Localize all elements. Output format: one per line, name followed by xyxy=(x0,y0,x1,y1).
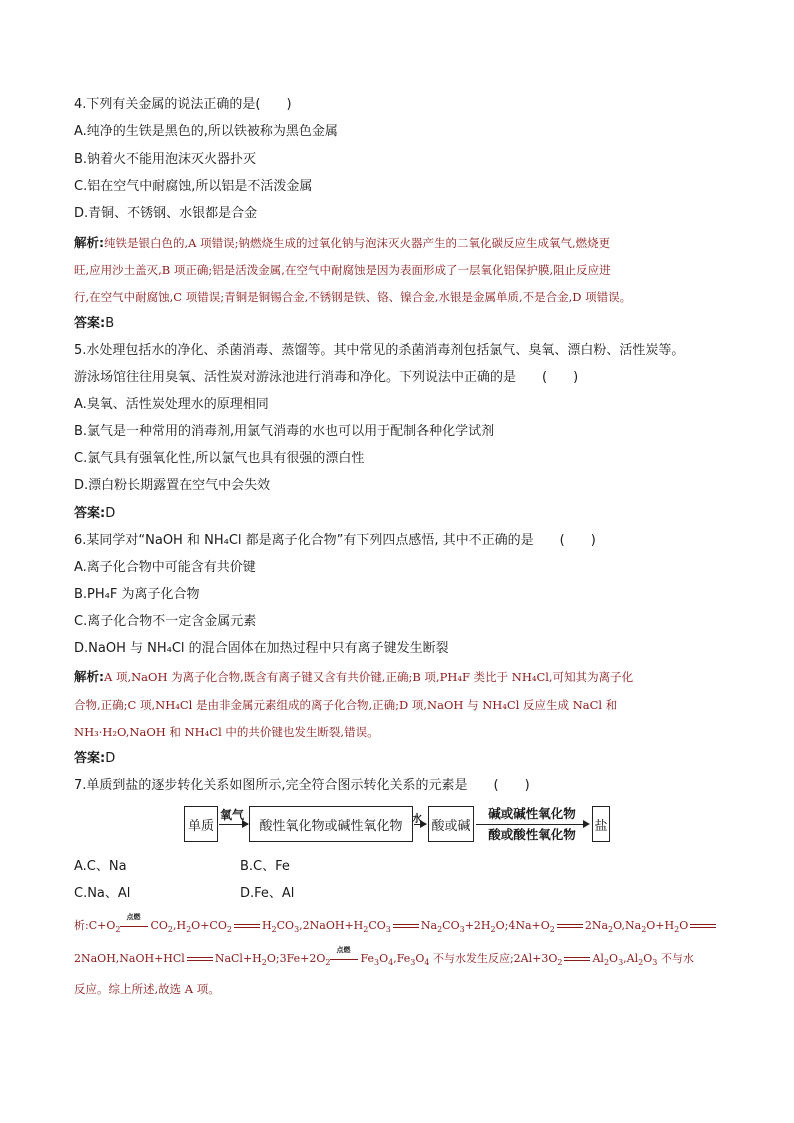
q5-stem-line-1: 5.水处理包括水的净化、杀菌消毒、蒸馏等。其中常见的杀菌消毒剂包括氯气、臭氧、漂白粉、活性炭等。 xyxy=(74,343,685,358)
q6-option-c: C.离子化合物不一定含金属元素 xyxy=(74,614,257,629)
q5-answer xyxy=(74,506,115,522)
q5-option-b: B.氯气是一种常用的消毒剂,用氯气消毒的水也可以用于配制各种化学试剂 xyxy=(74,424,495,439)
condition-label: 点燃 xyxy=(126,912,141,921)
q6-analysis-line-1 xyxy=(74,669,633,685)
q6-option-d: D.NaOH 与 NH₄Cl 的混合固体在加热过程中只有离子键发生断裂 xyxy=(74,641,449,656)
q7-analysis-line-2: 2NaOH,NaOH+HCl $NaCl+H_2O;3Fe+2O_2$ 点燃 $Fe_3O_4,Fe_3O_4$ 不与水发生反应$;2Al+3O_2$ $Al_2O_3,Al_2O_3$ 不与水 xyxy=(74,951,694,967)
box-acid-or-base: 酸或碱 xyxy=(428,806,474,842)
q5-option-d: D.漂白粉长期露置在空气中会失效 xyxy=(74,478,271,493)
q6-analysis-line-2: 合物,正确;C 项,NH₄Cl 是由非金属元素组成的离子化合物,正确;D 项,NaOH 与 NH₄Cl 反应生成 NaCl 和 xyxy=(74,698,618,712)
q6-answer xyxy=(74,751,115,767)
equals-sign xyxy=(557,924,583,928)
equals-sign xyxy=(234,924,260,928)
box-element: 单质 xyxy=(184,806,218,842)
q4-answer xyxy=(74,316,114,332)
condition-arrow xyxy=(330,945,360,967)
q7-stem: 7.单质到盐的逐步转化关系如图所示,完全符合图示转化关系的元素是 ( ) xyxy=(74,778,530,793)
answer-value: B xyxy=(105,316,115,331)
q6-option-a: A.离子化合物中可能含有共价键 xyxy=(74,560,256,575)
answer-label: 答案: xyxy=(74,506,106,521)
q4-option-c: C.铝在空气中耐腐蚀,所以铝是不活泼金属 xyxy=(74,179,313,194)
answer-value: D xyxy=(105,751,116,766)
analysis-label: 解析: xyxy=(74,669,104,684)
analysis-text: 纯铁是银白色的,A 项错误;钠燃烧生成的过氧化钠与泡沫灭火器产生的二氧化碳反应生成氧气,燃烧更 xyxy=(104,236,611,250)
q4-option-a: A.纯净的生铁是黑色的,所以铁被称为黑色金属 xyxy=(74,124,338,139)
box-salt: 盐 xyxy=(592,806,610,842)
q7-option-d: D.Fe、Al xyxy=(240,886,295,901)
q7-option-b: B.C、Fe xyxy=(240,859,290,874)
arrow-label-oxygen: 氧气 xyxy=(220,808,245,822)
q4-option-d: D.青铜、不锈钢、水银都是合金 xyxy=(74,206,258,221)
q4-option-b: B.钠着火不能用泡沫灭火器扑灭 xyxy=(74,152,257,167)
condition-label: 点燃 xyxy=(336,945,351,954)
q7-option-c: C.Na、Al xyxy=(74,886,131,901)
q4-analysis-line-1 xyxy=(74,235,610,251)
q7-analysis-line-3: 反应。综上所述,故选 A 项。 xyxy=(74,982,220,996)
q6-option-b: B.PH₄F 为离子化合物 xyxy=(74,587,200,602)
arrow-2 xyxy=(414,824,426,825)
equals-sign xyxy=(393,924,419,928)
reagent-labels xyxy=(476,804,588,845)
reagent-bottom: 酸或酸性氧化物 xyxy=(488,827,576,842)
arrow-3 xyxy=(476,824,588,825)
analysis-text: A 项,NaOH 为离子化合物,既含有离子键又含有共价键,正确;B 项,PH₄F 类比于 NH₄Cl,可知其为离子化 xyxy=(104,670,634,684)
q6-analysis-line-3: NH₃·H₂O,NaOH 和 NH₄Cl 中的共价键也发生断裂,错误。 xyxy=(74,725,379,739)
arrow-label-water: 水 xyxy=(412,814,422,825)
q5-stem-line-2: 游泳场馆往往用臭氧、活性炭对游泳池进行消毒和净化。下列说法中正确的是 ( ) xyxy=(74,370,579,385)
equals-sign xyxy=(564,957,590,961)
equals-sign xyxy=(690,924,716,928)
arrow-1 xyxy=(219,824,248,825)
q5-option-a: A.臭氧、活性炭处理水的原理相同 xyxy=(74,397,269,412)
answer-label: 答案: xyxy=(74,751,106,766)
answer-value: D xyxy=(105,506,116,521)
analysis-label: 解析: xyxy=(74,235,104,250)
box-oxide: 酸性氧化物或碱性氧化物 xyxy=(249,806,413,842)
q4-stem: 4.下列有关金属的说法正确的是( ) xyxy=(74,97,292,112)
equals-sign xyxy=(187,957,213,961)
q6-stem: 6.某同学对“NaOH 和 NH₄Cl 都是离子化合物”有下列四点感悟, 其中不正确的是 ( ) xyxy=(74,533,596,548)
reagent-top: 碱或碱性氧化物 xyxy=(488,806,576,821)
q5-option-c: C.氯气具有强氧化性,所以氯气也具有很强的漂白性 xyxy=(74,451,365,466)
q4-analysis-line-3: 行,在空气中耐腐蚀,C 项错误;青铜是铜锡合金,不锈钢是铁、铬、镍合金,水银是金属单质,不是合金,D 项错误。 xyxy=(74,290,632,304)
q7-analysis-line-1: 析$:C+O_2$ 点燃 $CO_2,H_2O+CO_2$ $H_2CO_3,2NaOH+H_2CO_3$ $Na_2CO_3+2H_2O;4Na+O_2$ $2Na_2O,Na_2O+H_2O$ xyxy=(74,918,718,934)
q4-analysis-line-2: 旺,应用沙土盖灭,B 项正确;铝是活泼金属,在空气中耐腐蚀是因为表面形成了一层氧化铝保护膜,阻止反应进 xyxy=(74,263,611,277)
q7-option-a: A.C、Na xyxy=(74,859,127,874)
condition-arrow xyxy=(120,912,150,934)
conversion-diagram xyxy=(184,804,614,844)
answer-label: 答案: xyxy=(74,316,106,331)
